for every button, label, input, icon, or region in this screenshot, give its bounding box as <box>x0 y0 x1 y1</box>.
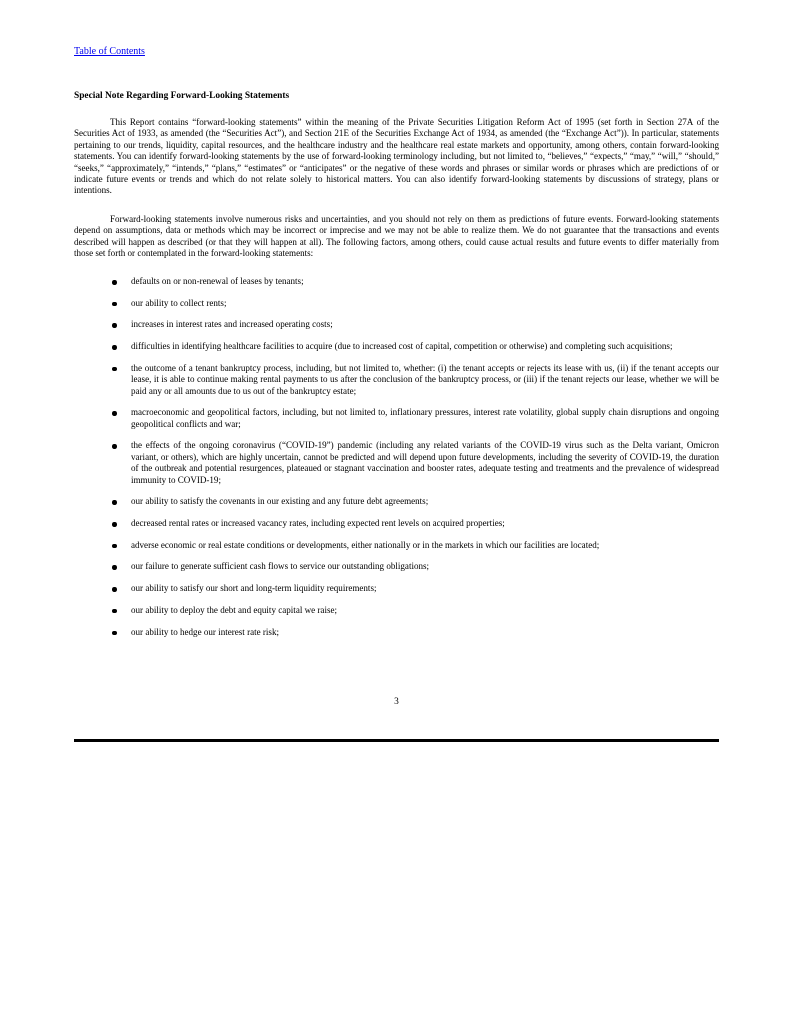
list-item <box>74 341 719 352</box>
bullet-icon <box>112 444 117 449</box>
bullet-icon <box>112 500 117 505</box>
bullet-icon <box>112 323 117 328</box>
page-number: 3 <box>394 697 399 707</box>
bullet-icon <box>112 565 117 570</box>
list-item <box>74 583 719 594</box>
list-item-text: decreased rental rates or increased vacancy rates, including expected rent levels on acquired properties; <box>131 518 505 529</box>
bullet-icon <box>112 587 117 592</box>
list-item <box>74 518 719 529</box>
list-item <box>74 605 719 616</box>
bullet-icon <box>112 544 117 549</box>
list-item-text: increases in interest rates and increased operating costs; <box>131 319 333 330</box>
bullet-icon <box>112 609 117 614</box>
bullet-icon <box>112 302 117 307</box>
list-item <box>74 561 719 572</box>
bullet-icon <box>112 522 117 527</box>
bullet-icon <box>112 631 117 636</box>
list-item-text: our ability to satisfy our short and long-term liquidity requirements; <box>131 583 377 594</box>
list-item-text: adverse economic or real estate conditions or developments, either nationally or in the markets in which our facilities are located; <box>131 539 600 550</box>
list-item-text: the effects of the ongoing coronavirus (“COVID-19”) pandemic (including any related variants of the COVID-19 virus such as the Delta variant, Omicron variant, or others), which are highly uncertain, cannot be predicted and will depend upon future developments, including the severity of COVID-19, the duration of the outbreak and potential resurgences, plateaued or stagnant vaccination and booster rates, adequate testing and treatments and the prevalence of widespread immunity to COVID-19; <box>131 440 719 485</box>
bullet-icon <box>112 280 117 285</box>
section-heading: Special Note Regarding Forward-Looking Statements <box>74 91 290 101</box>
list-item-text: our failure to generate sufficient cash flows to service our outstanding obligations; <box>131 561 430 572</box>
list-item <box>74 276 719 287</box>
list-item <box>74 496 719 507</box>
list-item-text: difficulties in identifying healthcare facilities to acquire (due to increased cost of capital, competition or otherwise) and completing such acquisitions; <box>131 341 673 352</box>
list-item-text: our ability to deploy the debt and equity capital we raise; <box>131 604 338 615</box>
list-item <box>74 540 719 551</box>
bullet-icon <box>112 411 117 416</box>
list-item-text: defaults on or non-renewal of leases by tenants; <box>131 276 304 286</box>
list-item-text: our ability to collect rents; <box>131 297 227 308</box>
paragraph-forward-looking-intro: This Report contains “forward-looking statements” within the meaning of the Private Securities Litigation Reform Act of 1995 (set forth in Section 27A of the Securities Act of 1933, as amended (the “Securities Act”), and Section 21E of the Securities Exchange Act of 1934, as amended (the “Exchange Act”)). In particular, statements pertaining to our trends, liquidity, capital resources, and the healthcare industry and the healthcare real estate markets and opportunity, among others, contain forward-looking statements. You can identify forward-looking statements by the use of forward-looking terminology including, but not limited to, “believes,” “expects,” “may,” “will,” “should,” “seeks,” “approximately,” “intends,” “plans,” “estimates” or “anticipates” or the negative of these words and phrases or similar words or phrases which are predictions of or indicate future events or trends and which do not relate solely to historical matters. You can also identify forward-looking statements by discussions of strategy, plans or intentions. <box>74 117 719 196</box>
bullet-icon <box>112 345 117 350</box>
list-item <box>74 298 719 309</box>
list-item <box>74 440 719 486</box>
list-item <box>74 363 719 397</box>
list-item <box>74 407 719 430</box>
page-divider <box>74 739 719 742</box>
list-item-text: our ability to hedge our interest rate risk; <box>131 626 279 637</box>
list-item <box>74 319 719 330</box>
list-item <box>74 627 719 638</box>
list-item-text: the outcome of a tenant bankruptcy process, including, but not limited to, whether: (i) the tenant accepts or rejects its lease with us, (ii) if the tenant accepts our lease, it is able to continue making rental payments to us after the conclusion of the bankruptcy process, or (iii) if the tenant rejects our lease, whether we will be paid any or all amounts due to us out of the bankruptcy estate; <box>131 362 719 396</box>
bullet-icon <box>112 367 117 372</box>
list-item-text: macroeconomic and geopolitical factors, including, but not limited to, inflationary pressures, interest rate volatility, global supply chain disruptions and ongoing geopolitical conflicts and war; <box>131 407 719 429</box>
paragraph-forward-looking-risks: Forward-looking statements involve numerous risks and uncertainties, and you should not rely on them as predictions of future events. Forward-looking statements depend on assumptions, data or methods which may be incorrect or imprecise and we may not be able to realize them. We do not guarantee that the transactions and events described will happen as described (or that they will happen at all). The following factors, among others, could cause actual results and future events to differ materially from those set forth or contemplated in the forward-looking statements: <box>74 214 719 259</box>
list-item-text: our ability to satisfy the covenants in our existing and any future debt agreements; <box>131 496 429 507</box>
table-of-contents-link[interactable]: Table of Contents <box>74 46 145 57</box>
risk-factor-list <box>74 276 719 648</box>
